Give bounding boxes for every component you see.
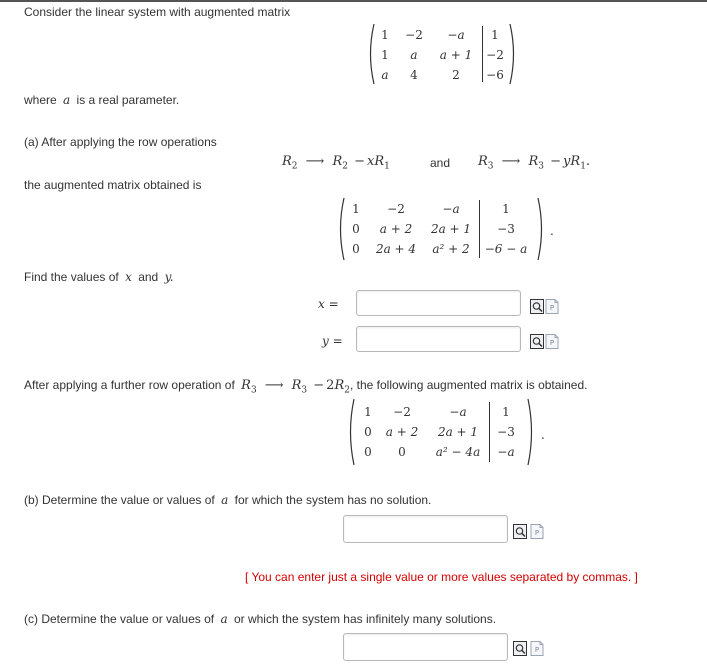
x-label-text: x = [318, 297, 339, 311]
right-paren [536, 196, 546, 262]
find-prefix: Find the values of [24, 270, 119, 284]
further-op [241, 378, 350, 396]
where-line [24, 93, 179, 107]
m1-r3c4: −6 [486, 68, 504, 82]
part-c-text [24, 612, 496, 626]
op1-rhs-sub: 2 [342, 161, 348, 172]
op2-coef: y [563, 154, 571, 169]
m2-r3c4: −6 − a [484, 242, 528, 256]
matrix-2-dot: . [550, 224, 554, 238]
y-input[interactable] [356, 326, 521, 352]
m2-r1c3: −a [442, 202, 460, 216]
part-b-suffix: for which the system has no solution. [234, 493, 432, 507]
m2-r1c2: −2 [387, 202, 405, 216]
m1-r1c2: −2 [405, 28, 423, 42]
svg-text:P: P [534, 646, 540, 654]
find-and: and [138, 270, 159, 284]
m3-r3c4: −a [497, 445, 515, 459]
find-y: y. [164, 270, 174, 284]
m3-r3c2: 0 [398, 445, 406, 459]
m1-r3c2: 4 [410, 68, 418, 82]
part-b-prefix: (b) Determine the value or values of [24, 493, 215, 507]
find-x: x [125, 270, 132, 284]
y-label [322, 334, 343, 348]
augment-bar [489, 402, 490, 462]
m3-r2c2: a + 2 [385, 425, 419, 439]
op1-arrow: ⟶ [305, 154, 325, 169]
op2-arrow: ⟶ [501, 154, 521, 169]
where-prefix: where [24, 93, 57, 107]
help-icon[interactable] [530, 641, 544, 656]
m3-r2c4: −3 [497, 425, 515, 439]
m3-r1c3: −a [449, 405, 467, 419]
m3-r3c1: 0 [364, 445, 372, 459]
preview-icon[interactable] [513, 524, 527, 539]
m1-r2c1: 1 [381, 48, 389, 62]
m3-r1c2: −2 [393, 405, 411, 419]
m2-r1c1: 1 [352, 202, 360, 216]
m3-r2c1: 0 [364, 425, 372, 439]
op2-r1-sub: 1 [580, 161, 586, 172]
svg-text:P: P [534, 529, 540, 537]
matrix-3-dot: . [541, 428, 545, 442]
help-icon[interactable] [530, 524, 544, 539]
m2-r2c2: a + 2 [379, 222, 413, 236]
op2-r1: R [570, 154, 581, 169]
fo-arrow: ⟶ [264, 378, 284, 393]
op1-rhs-r: R [332, 154, 343, 169]
m3-r1c1: 1 [364, 405, 372, 419]
m1-r2c3: a + 1 [439, 48, 473, 62]
m1-r1c4: 1 [491, 28, 499, 42]
fo-r2-sub: 2 [344, 385, 350, 396]
find-line [24, 270, 174, 284]
op2-r: R [478, 154, 488, 169]
augment-bar [479, 200, 480, 258]
op1-minus: − [354, 154, 366, 169]
op2-rhs-r: R [528, 154, 539, 169]
m2-r1c4: 1 [502, 202, 510, 216]
preview-icon[interactable] [530, 334, 544, 349]
part-b-text [24, 493, 431, 507]
left-paren [336, 196, 346, 262]
left-paren [366, 22, 376, 86]
m2-r2c4: −3 [497, 222, 515, 236]
m2-r3c2: 2a + 4 [375, 242, 417, 256]
left-paren [346, 397, 356, 467]
y-label-text: y = [322, 334, 343, 348]
fo-rhs-sub: 3 [301, 385, 308, 396]
where-var: a [63, 93, 71, 107]
fo-r2: R [334, 378, 345, 393]
preview-icon[interactable] [513, 641, 527, 656]
m2-r3c3: a² + 2 [432, 242, 470, 256]
m1-r3c3: 2 [452, 68, 460, 82]
part-b-note: [ You can enter just a single value or more values separated by commas. ] [245, 570, 638, 584]
m2-r3c1: 0 [352, 242, 360, 256]
part-c-var: a [220, 612, 228, 626]
top-border [0, 0, 707, 2]
x-label [318, 297, 339, 311]
fo-r: R [241, 378, 251, 393]
fo-rhs-r: R [291, 378, 302, 393]
op2-sub: 3 [487, 161, 494, 172]
m1-r1c3: −a [447, 28, 465, 42]
m1-r2c2: a [410, 48, 418, 62]
x-input[interactable] [356, 290, 521, 316]
further-suffix: , the following augmented matrix is obtained. [349, 378, 588, 392]
fo-minus: − [313, 378, 325, 393]
part-b-var: a [221, 493, 229, 507]
obtained-text: the augmented matrix obtained is [24, 178, 202, 192]
part-a-intro: (a) After applying the row operations [24, 135, 217, 149]
augment-bar [482, 26, 483, 82]
matrix-3 [346, 397, 538, 467]
op1-r1: R [374, 154, 385, 169]
op2-dot: . [585, 154, 591, 169]
m3-r3c3: a² − 4a [435, 445, 481, 459]
part-b-input[interactable] [343, 515, 508, 543]
further-prefix: After applying a further row operation of [24, 378, 235, 392]
m1-r3c1: a [381, 68, 389, 82]
right-paren [526, 397, 536, 467]
further-line [24, 378, 587, 396]
row-op-1 [282, 154, 390, 172]
op1-r: R [282, 154, 292, 169]
fo-coef: 2 [326, 378, 335, 393]
and-text: and [430, 156, 451, 170]
m3-r2c3: 2a + 1 [437, 425, 479, 439]
op1-coef: x [367, 154, 375, 169]
matrix-2 [336, 196, 548, 262]
right-paren [508, 22, 518, 86]
m2-r2c1: 0 [352, 222, 360, 236]
help-icon[interactable] [545, 299, 559, 314]
m3-r1c4: 1 [502, 405, 510, 419]
op2-rhs-sub: 3 [538, 161, 544, 172]
fo-sub: 3 [250, 385, 257, 396]
svg-text:P: P [549, 339, 555, 347]
m1-r2c4: −2 [486, 48, 504, 62]
intro-text: Consider the linear system with augmented matrix [24, 5, 291, 19]
where-suffix: is a real parameter. [76, 93, 180, 107]
part-c-prefix: (c) Determine the value or values of [24, 612, 215, 626]
op2-minus: − [550, 154, 562, 169]
part-c-input[interactable] [343, 633, 508, 661]
op1-sub: 2 [291, 161, 298, 172]
svg-text:P: P [549, 304, 555, 312]
m1-r1c1: 1 [381, 28, 389, 42]
m2-r2c3: 2a + 1 [430, 222, 472, 236]
help-icon[interactable] [545, 334, 559, 349]
matrix-1 [366, 22, 518, 86]
op1-r1-sub: 1 [384, 161, 390, 172]
preview-icon[interactable] [530, 299, 544, 314]
row-op-2 [478, 154, 590, 172]
part-c-suffix: or which the system has infinitely many solutions. [233, 612, 497, 626]
